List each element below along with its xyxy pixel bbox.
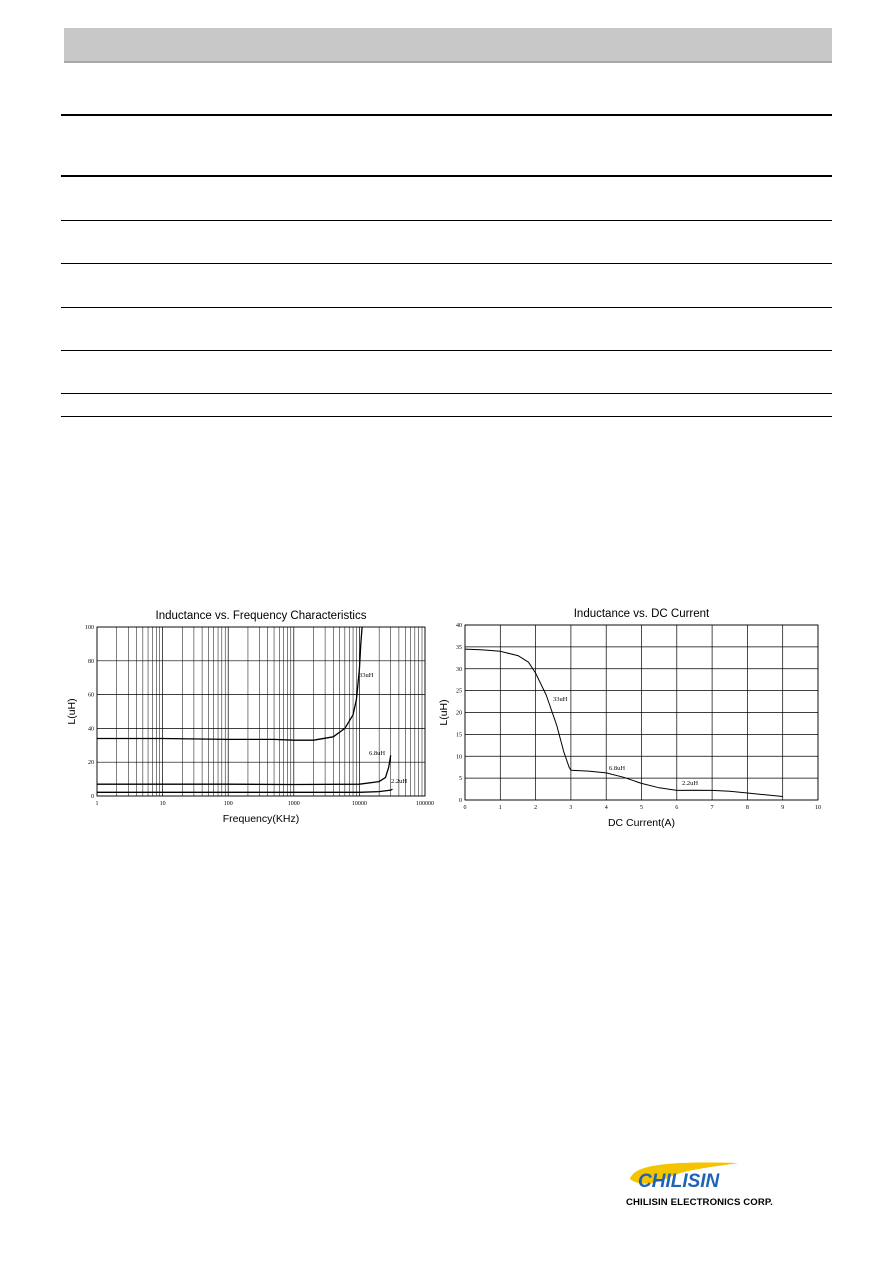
x-axis-title: DC Current(A) <box>607 817 676 829</box>
x-tick-label: 9 <box>781 805 785 811</box>
x-tick-label: 10 <box>815 805 821 811</box>
x-tick-label: 2 <box>534 805 538 811</box>
y-tick-label: 100 <box>85 625 94 631</box>
series-label: 2.2uH <box>391 778 408 785</box>
table-rule-bottom <box>61 416 832 417</box>
table-rule <box>61 393 832 394</box>
plot-area <box>97 627 425 796</box>
y-tick-label: 30 <box>456 666 462 673</box>
series-label: 6.8uH <box>369 750 386 757</box>
table-rule <box>61 220 832 221</box>
y-tick-label: 40 <box>88 726 94 733</box>
y-tick-label: 5 <box>459 776 462 783</box>
company-name: CHILISIN ELECTRONICS CORP. <box>626 1197 773 1208</box>
y-tick-label: 35 <box>456 644 462 651</box>
y-tick-label: 10 <box>456 754 462 761</box>
x-tick-label: 10 <box>159 801 166 807</box>
y-tick-label: 60 <box>88 692 94 699</box>
table-rule <box>61 307 832 308</box>
dc-current-chart-svg <box>438 590 845 840</box>
series-label: 6.8uH <box>609 765 626 772</box>
x-tick-label: 8 <box>745 805 749 811</box>
x-tick-label: 6 <box>675 805 679 811</box>
chart-title: Inductance vs. Frequency Characteristics <box>155 610 367 622</box>
dc-current-chart <box>438 590 845 840</box>
x-tick-label: 1 <box>498 805 502 811</box>
x-tick-label: 7 <box>710 805 714 811</box>
x-tick-label: 0 <box>463 805 467 811</box>
x-tick-label: 4 <box>604 805 608 811</box>
series-label: 33uH <box>359 672 374 679</box>
y-axis-title: L(uH) <box>438 699 450 726</box>
x-tick-label: 100000 <box>416 801 434 807</box>
y-tick-label: 25 <box>456 688 462 695</box>
chilisin-logo-icon <box>626 1157 746 1195</box>
frequency-chart <box>0 590 450 840</box>
table-rule-top <box>61 114 832 116</box>
logo-wordmark: CHILISIN <box>638 1171 720 1192</box>
series-label: 33uH <box>553 696 568 703</box>
x-axis-title: Frequency(KHz) <box>222 813 300 825</box>
x-tick-label: 5 <box>640 805 643 811</box>
x-tick-label: 1000 <box>287 801 300 807</box>
y-tick-label: 80 <box>88 658 94 665</box>
y-tick-label: 40 <box>456 623 462 629</box>
y-axis-title: L(uH) <box>66 698 78 725</box>
x-tick-label: 10000 <box>351 801 367 807</box>
y-tick-label: 20 <box>88 760 94 767</box>
table-rule <box>61 263 832 264</box>
table-rule <box>61 350 832 351</box>
table-rule <box>61 175 832 177</box>
x-tick-label: 1 <box>95 801 99 807</box>
y-tick-label: 15 <box>456 732 462 739</box>
chart-title: Inductance vs. DC Current <box>573 608 710 620</box>
series-label: 2.2uH <box>682 780 699 787</box>
header-bar <box>64 28 832 63</box>
frequency-chart-svg <box>0 590 450 840</box>
company-logo <box>626 1157 826 1213</box>
y-tick-label: 0 <box>459 798 462 804</box>
x-tick-label: 100 <box>223 801 233 807</box>
y-tick-label: 0 <box>91 794 94 800</box>
y-tick-label: 20 <box>456 710 462 717</box>
x-tick-label: 3 <box>569 805 573 811</box>
